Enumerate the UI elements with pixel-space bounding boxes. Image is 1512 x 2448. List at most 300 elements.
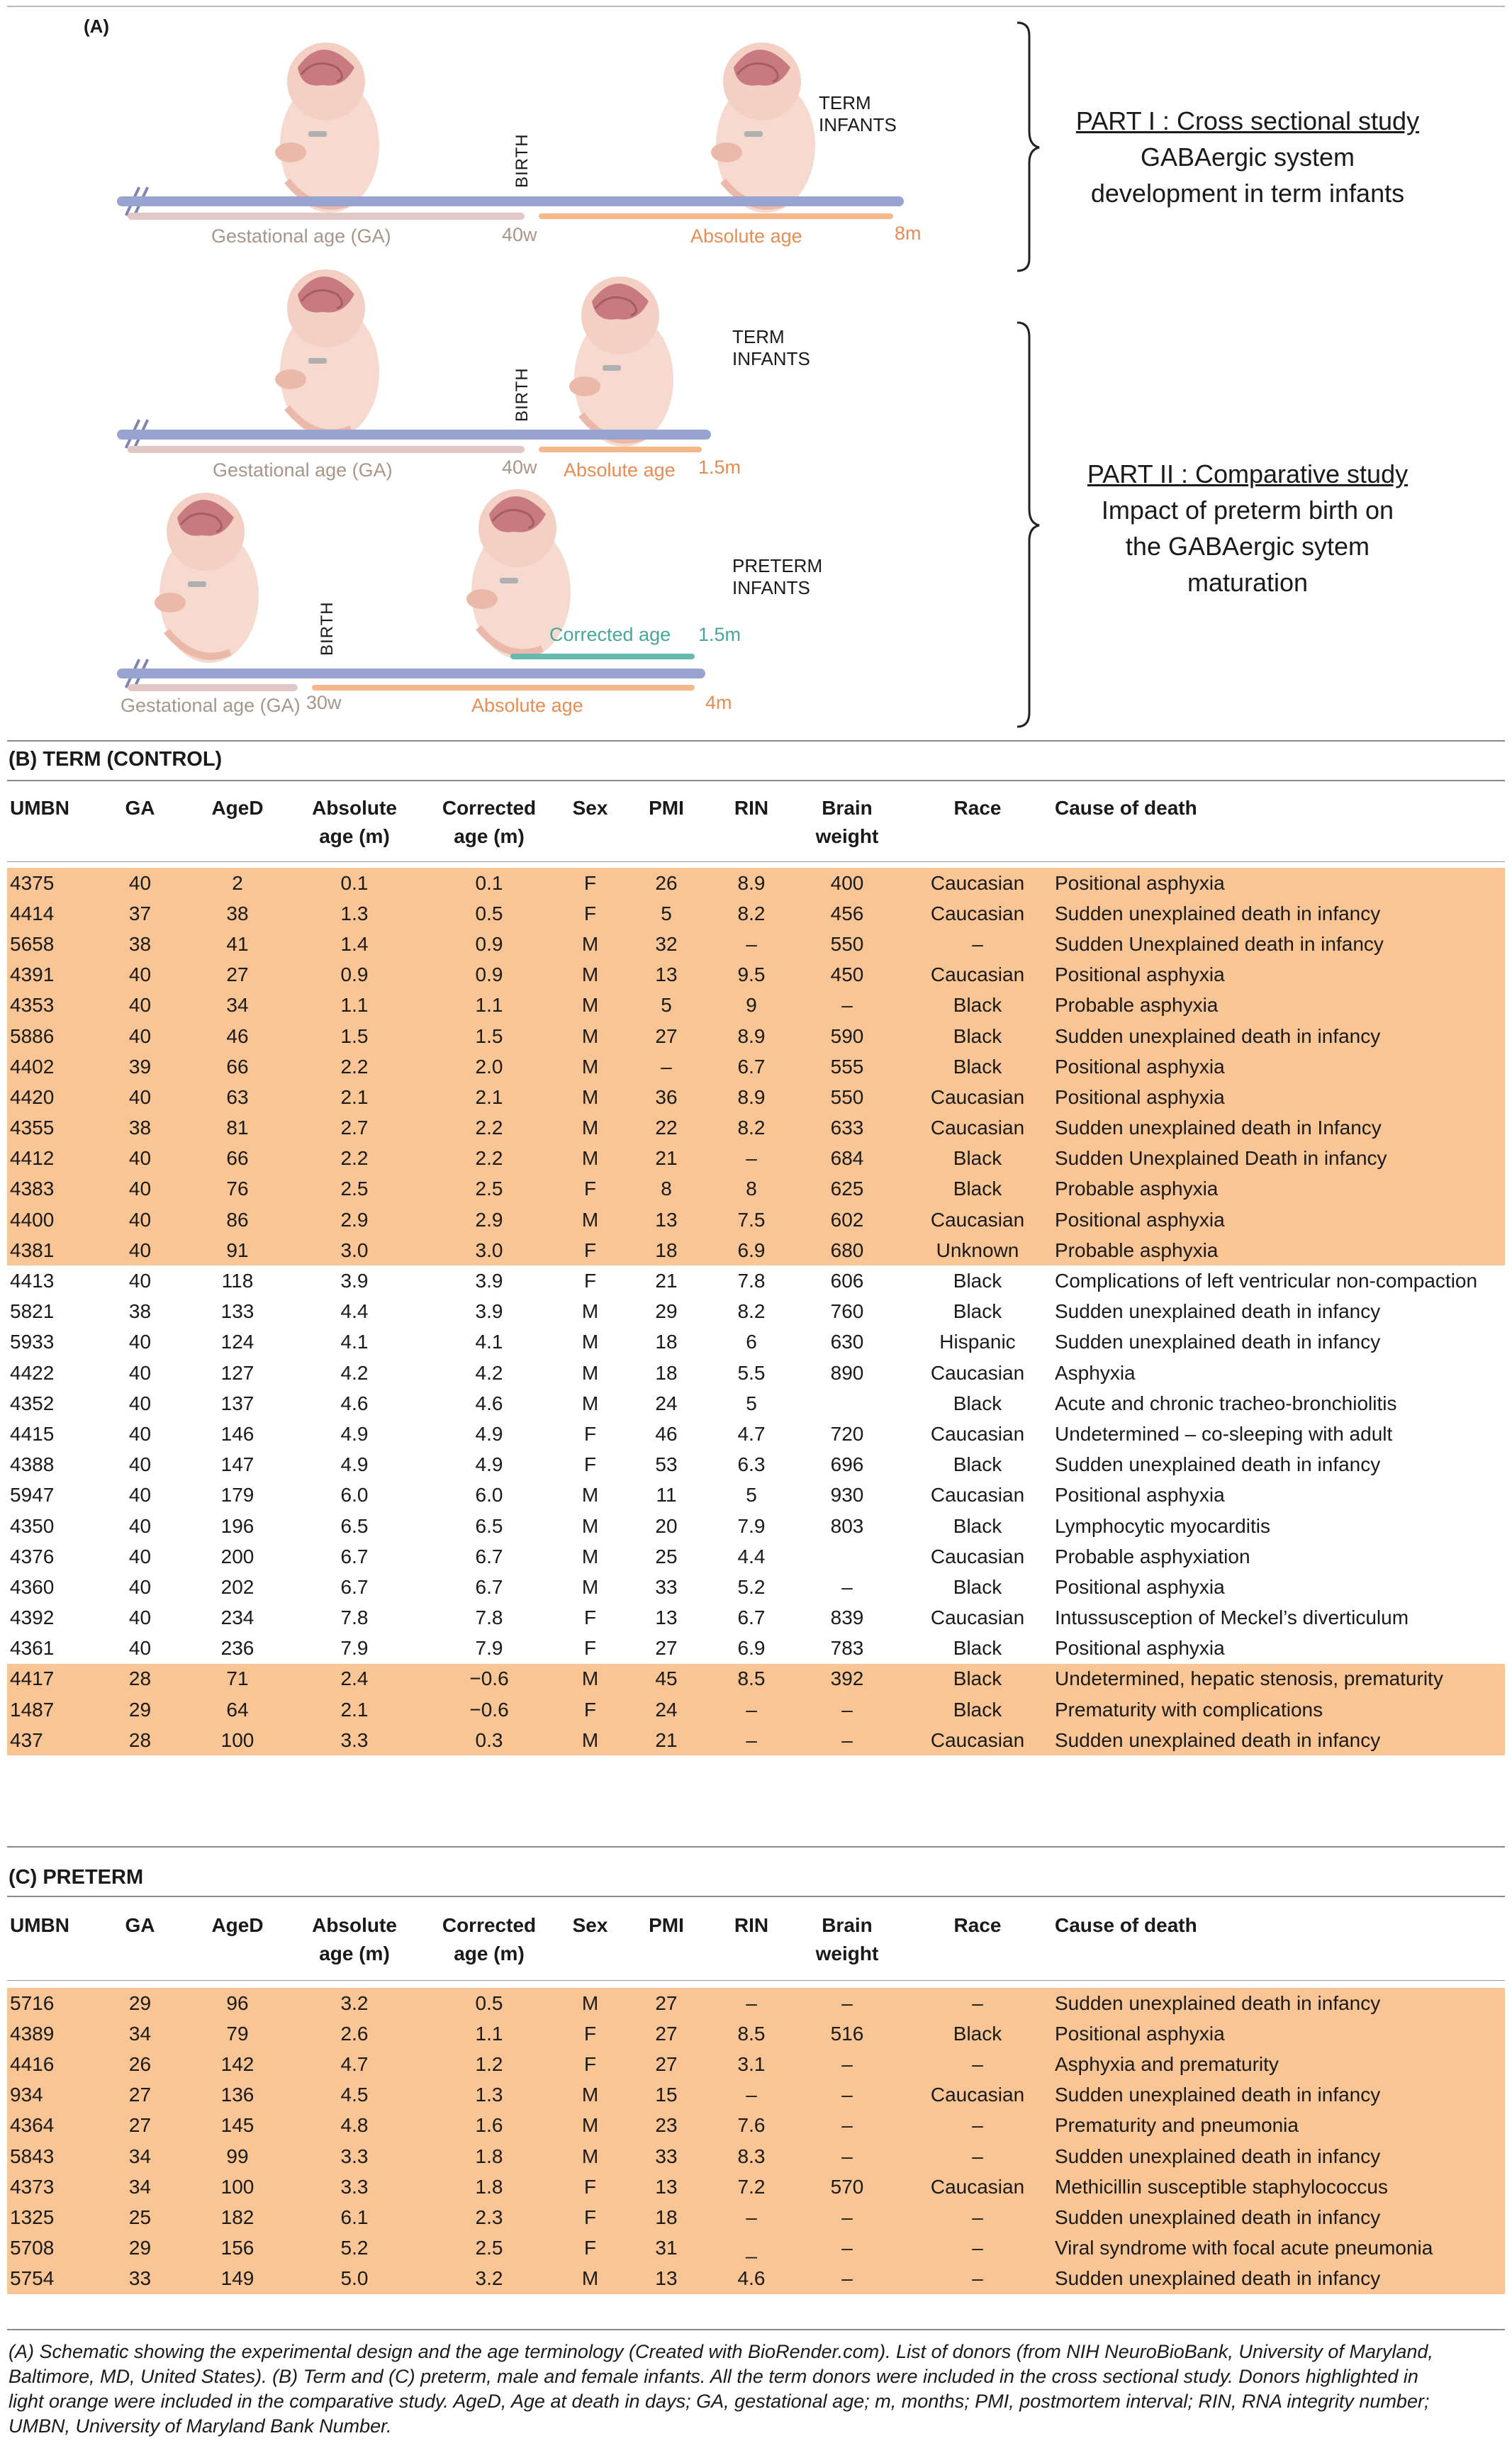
table-cell: Unknown — [900, 1235, 1055, 1265]
table-cell: 20 — [655, 1514, 678, 1537]
table-cell: 1.8 — [422, 2141, 556, 2172]
table-cell: 4416 — [7, 2049, 92, 2079]
table-cell: 202 — [220, 1575, 254, 1598]
table-cell: 4364 — [7, 2111, 92, 2141]
table-cell: 147 — [220, 1453, 254, 1476]
table-cell: Caucasian — [900, 1205, 1055, 1235]
table-c-rule-bottom — [7, 2329, 1505, 2330]
table-row — [7, 1265, 1505, 1296]
spacer-cell — [7, 1977, 1505, 1988]
table-cell: 570 — [794, 2172, 900, 2202]
table-cell: Positional asphyxia — [1055, 1051, 1505, 1082]
table-cell: 40 — [92, 1082, 188, 1112]
table-cell: M — [556, 1051, 624, 1082]
table-cell: 4361 — [10, 1637, 55, 1660]
table-cell: 79 — [188, 2018, 287, 2049]
table-cell: Black — [953, 1392, 1002, 1414]
table-cell: Positional asphyxia — [1055, 2018, 1505, 2049]
table-cell: 200 — [220, 1545, 254, 1567]
table-cell: −0.6 — [422, 1694, 556, 1725]
table-cell: 28 — [92, 1664, 188, 1694]
table-cell: Asphyxia and prematurity — [1055, 2049, 1505, 2079]
table-row — [7, 868, 1505, 898]
table-cell: – — [624, 1051, 709, 1082]
table-cell: 680 — [794, 1235, 900, 1265]
table-cell: 34 — [188, 990, 287, 1021]
table-cell: 4352 — [10, 1392, 55, 1414]
table-row — [7, 1174, 1505, 1205]
table-cell: – — [709, 2080, 794, 2111]
table-cell: Sudden unexplained death in infancy — [1055, 2264, 1505, 2294]
column-header — [287, 1911, 422, 1977]
table-cell: 40 — [128, 1514, 152, 1537]
table-cell: F — [556, 898, 624, 929]
table-cell: 11 — [656, 1484, 677, 1507]
column-header — [794, 1911, 900, 1977]
table-c-body — [7, 1977, 1505, 2294]
table-cell: 760 — [830, 1300, 864, 1323]
table-cell: M — [556, 1205, 624, 1235]
table-cell: 29 — [92, 1988, 188, 2018]
table-cell: M — [556, 2080, 624, 2111]
table-cell: Undetermined – co-sleeping with adult — [1055, 1422, 1393, 1445]
table-cell: F — [556, 1235, 624, 1265]
table-cell: Black — [953, 1637, 1002, 1660]
corrected-end-age: 1.5m — [698, 624, 741, 645]
part1-line2: GABAergic system — [1140, 142, 1355, 172]
term-label-line1: TERM — [732, 326, 785, 347]
table-cell: 4.7 — [737, 1422, 766, 1445]
table-cell: 4360 — [10, 1575, 55, 1598]
table-cell: Black — [953, 1514, 1002, 1537]
table-cell: 437 — [7, 1725, 92, 1755]
table-cell: 0.1 — [287, 868, 422, 898]
infant-illustration-1 — [711, 43, 815, 213]
column-header — [422, 794, 556, 859]
column-header — [7, 794, 92, 859]
table-cell: – — [794, 2141, 900, 2172]
table-cell: 133 — [220, 1300, 254, 1323]
table-cell: 40 — [128, 1270, 152, 1292]
table-cell: Sudden unexplained death in Infancy — [1055, 1113, 1505, 1144]
table-cell: Caucasian — [930, 1545, 1025, 1567]
table-cell: 40 — [92, 1174, 188, 1205]
table-cell: Sudden unexplained death in infancy — [1055, 2080, 1505, 2111]
table-row — [7, 1450, 1505, 1480]
table-cell: 38 — [92, 929, 188, 959]
section-b-rule-top — [7, 740, 1505, 742]
table-cell: 21 — [655, 1270, 678, 1292]
table-cell: – — [900, 2111, 1055, 2141]
table-cell: Caucasian — [900, 1082, 1055, 1112]
table-cell: 0.5 — [422, 898, 556, 929]
table-cell: 5.0 — [287, 2264, 422, 2294]
table-cell: 6.3 — [737, 1453, 766, 1476]
table-cell: Sudden unexplained death in infancy — [1055, 1453, 1381, 1476]
column-header — [624, 794, 709, 859]
table-cell: F — [556, 2202, 624, 2232]
caption-line-3: light orange were included in the comparative study. AgeD, Age at death in days; GA, gestational age; m, months; PMI, postmortem interval; RIN, RNA integrity number; — [9, 2391, 1430, 2412]
table-cell: 25 — [655, 1545, 678, 1567]
table-cell: 6.5 — [475, 1514, 503, 1537]
table-cell: 5658 — [7, 929, 92, 959]
table-row — [7, 1511, 1505, 1541]
table-cell: Lymphocytic myocarditis — [1055, 1514, 1270, 1537]
table-cell: 400 — [794, 868, 900, 898]
table-cell: 8.9 — [709, 868, 794, 898]
table-cell: 149 — [188, 2264, 287, 2294]
column-header — [900, 1911, 1055, 1977]
table-cell: Caucasian — [900, 2172, 1055, 2202]
term-label-line1: TERM — [819, 92, 871, 113]
table-row — [7, 2080, 1505, 2111]
table-cell: 602 — [794, 1205, 900, 1235]
table-cell: Sudden unexplained death in infancy — [1055, 1988, 1505, 2018]
column-header — [709, 1911, 794, 1977]
table-cell: 0.9 — [287, 960, 422, 990]
table-cell: Black — [953, 1575, 1002, 1598]
ga-label-1: Gestational age (GA) — [211, 225, 391, 247]
birth-label-3: BIRTH — [318, 601, 337, 656]
term-label-line2: INFANTS — [819, 114, 897, 135]
corrected-age-bar — [510, 654, 695, 659]
table-cell: 8.5 — [709, 1664, 794, 1694]
table-cell: Black — [900, 1174, 1055, 1205]
table-cell: 1.1 — [287, 990, 422, 1021]
table-cell: Caucasian — [900, 868, 1055, 898]
table-cell: 142 — [188, 2049, 287, 2079]
table-row — [7, 1603, 1505, 1633]
table-cell: 63 — [188, 1082, 287, 1112]
table-cell: 27 — [624, 2049, 709, 2079]
table-cell: 4350 — [10, 1514, 55, 1537]
table-cell: 4400 — [7, 1205, 92, 1235]
column-header — [794, 794, 900, 859]
table-cell: Caucasian — [900, 960, 1055, 990]
table-cell: 71 — [188, 1664, 287, 1694]
table-cell: – — [900, 2202, 1055, 2232]
table-row — [7, 898, 1505, 929]
table-cell: Black — [900, 2018, 1055, 2049]
table-cell: 4381 — [7, 1235, 92, 1265]
table-cell: 40 — [92, 868, 188, 898]
header-line: Corrected — [442, 797, 537, 819]
table-cell: 4.9 — [475, 1422, 503, 1445]
table-cell: M — [556, 2111, 624, 2141]
table-cell: 40 — [92, 1205, 188, 1235]
table-term — [7, 794, 1505, 1755]
table-cell: Caucasian — [930, 1361, 1025, 1384]
ga-bar-3 — [128, 684, 298, 691]
table-c-rule-header-bottom — [7, 1980, 1505, 1981]
table-cell: M — [556, 990, 624, 1021]
table-cell: – — [794, 2233, 900, 2264]
table-cell: 4.4 — [340, 1300, 369, 1323]
table-cell: 606 — [830, 1270, 864, 1292]
table-cell: 4391 — [7, 960, 92, 990]
table-cell: 4415 — [10, 1422, 55, 1445]
table-cell: F — [556, 868, 624, 898]
table-row — [7, 1388, 1505, 1419]
table-row — [7, 2172, 1505, 2202]
table-cell: – — [709, 1988, 794, 2018]
table-cell: 27 — [624, 2018, 709, 2049]
table-cell: Black — [900, 1694, 1055, 1725]
header-line: weight — [815, 1943, 879, 1964]
table-cell: 625 — [794, 1174, 900, 1205]
table-cell: 6 — [746, 1331, 757, 1353]
table-cell: 31 — [624, 2233, 709, 2264]
column-header — [556, 1911, 624, 1977]
ga-label-3: Gestational age (GA) — [121, 695, 301, 716]
table-cell: 2.2 — [422, 1113, 556, 1144]
part1-title: PART I : Cross sectional study — [1075, 106, 1420, 135]
table-cell: Sudden unexplained death in infancy — [1055, 898, 1505, 929]
table-cell: 5886 — [7, 1021, 92, 1051]
preterm-infants-label — [732, 555, 822, 599]
column-header — [188, 1911, 287, 1977]
table-cell: 1487 — [7, 1694, 92, 1725]
header-line: UMBN — [10, 1914, 69, 1936]
table-cell: _ — [709, 2233, 794, 2264]
table-cell: 6.7 — [340, 1575, 369, 1598]
table-cell: 3.0 — [422, 1235, 556, 1265]
table-cell: 26 — [624, 868, 709, 898]
table-cell: M — [556, 960, 624, 990]
table-cell: 456 — [794, 898, 900, 929]
table-cell: Positional asphyxia — [1055, 1637, 1225, 1660]
spacer-cell — [7, 859, 1505, 868]
table-cell: – — [900, 2141, 1055, 2172]
table-cell: 4388 — [10, 1453, 55, 1476]
table-cell: M — [556, 1113, 624, 1144]
column-header — [556, 794, 624, 859]
table-row — [7, 929, 1505, 959]
absolute-age-bar-3 — [312, 685, 695, 691]
part2-title-block — [1042, 456, 1453, 600]
table-cell: 9 — [709, 990, 794, 1021]
table-b-body — [7, 859, 1505, 1755]
table-cell: 5708 — [7, 2233, 92, 2264]
table-cell: 4353 — [7, 990, 92, 1021]
table-cell: Probable asphyxia — [1055, 990, 1505, 1021]
table-row — [7, 960, 1505, 990]
column-header — [1055, 794, 1505, 859]
ga-bar-2 — [128, 446, 525, 453]
table-c-rule-header-top — [7, 1896, 1505, 1897]
table-row — [7, 1327, 1505, 1358]
table-cell: 7.6 — [709, 2111, 794, 2141]
table-cell: 5 — [746, 1392, 757, 1414]
table-cell: 127 — [220, 1361, 254, 1384]
table-cell: 633 — [794, 1113, 900, 1144]
table-cell: 24 — [624, 1694, 709, 1725]
table-cell: 6.9 — [709, 1235, 794, 1265]
table-cell: 5754 — [7, 2264, 92, 2294]
table-cell: 40 — [128, 1575, 152, 1598]
table-cell: Black — [953, 1300, 1002, 1323]
table-cell: 8.2 — [709, 1113, 794, 1144]
table-cell: – — [900, 1988, 1055, 2018]
corrected-age-label: Corrected age — [549, 624, 671, 645]
table-cell: M — [556, 1144, 624, 1174]
table-cell: 40 — [128, 1545, 152, 1567]
table-cell: Sudden unexplained death in infancy — [1055, 2202, 1505, 2232]
table-cell: 890 — [830, 1361, 864, 1384]
caption-line-4: UMBN, University of Maryland Bank Number. — [9, 2415, 392, 2437]
table-cell: 7.9 — [475, 1637, 503, 1660]
table-cell: 4412 — [7, 1144, 92, 1174]
birth-age-1: 40w — [502, 224, 537, 245]
table-cell: M — [556, 1664, 624, 1694]
table-cell: 46 — [655, 1422, 678, 1445]
table-cell: 4414 — [7, 898, 92, 929]
table-cell: 2.2 — [287, 1051, 422, 1082]
table-row — [7, 1480, 1505, 1511]
table-row — [7, 1082, 1505, 1112]
table-cell: 2.2 — [287, 1144, 422, 1174]
table-cell: – — [709, 1694, 794, 1725]
table-cell: 137 — [220, 1392, 254, 1414]
table-cell: 33 — [624, 2141, 709, 2172]
header-line: AgeD — [211, 797, 264, 819]
table-cell: 6.5 — [340, 1514, 369, 1537]
absolute-age-bar-2 — [539, 447, 702, 452]
table-cell: 5 — [624, 990, 709, 1021]
table-cell: 2.6 — [287, 2018, 422, 2049]
table-cell: – — [794, 2111, 900, 2141]
table-cell: – — [794, 2264, 900, 2294]
table-cell: 179 — [220, 1484, 254, 1507]
table-cell: F — [556, 2018, 624, 2049]
table-cell: 4383 — [7, 1174, 92, 1205]
table-cell: 2.3 — [422, 2202, 556, 2232]
table-row — [7, 1205, 1505, 1235]
table-cell: 40 — [128, 1392, 152, 1414]
header-line: Sex — [572, 797, 608, 819]
table-cell: Sudden unexplained death in infancy — [1055, 1331, 1381, 1353]
table-cell: 4422 — [10, 1361, 55, 1384]
table-cell: 37 — [92, 898, 188, 929]
fetus-illustration-1 — [275, 43, 379, 213]
table-cell: Probable asphyxia — [1055, 1235, 1505, 1265]
header-line: age (m) — [319, 1943, 390, 1964]
table-row — [7, 1572, 1505, 1602]
table-cell: – — [900, 929, 1055, 959]
table-cell: 13 — [624, 960, 709, 990]
column-header — [188, 794, 287, 859]
part2-line2: Impact of preterm birth on — [1101, 496, 1394, 525]
table-cell: – — [900, 2264, 1055, 2294]
table-cell: 27 — [624, 1021, 709, 1051]
table-cell: 2.9 — [422, 1205, 556, 1235]
header-line: Absolute — [312, 797, 397, 819]
absolute-age-label-1: Absolute age — [690, 225, 802, 247]
table-cell: M — [556, 2264, 624, 2294]
table-row — [7, 1113, 1505, 1144]
table-cell: 4392 — [10, 1606, 55, 1629]
table-cell: 91 — [188, 1235, 287, 1265]
table-row — [7, 2111, 1505, 2141]
table-cell: 0.9 — [422, 960, 556, 990]
table-cell: 40 — [128, 1361, 152, 1384]
table-cell: 2.1 — [287, 1694, 422, 1725]
table-cell: 720 — [830, 1422, 864, 1445]
table-cell: – — [709, 1725, 794, 1755]
table-cell: 39 — [92, 1051, 188, 1082]
table-cell: 8.5 — [709, 2018, 794, 2049]
header-line: Corrected — [442, 1914, 537, 1936]
table-cell: 4420 — [7, 1082, 92, 1112]
table-cell: – — [794, 2080, 900, 2111]
table-cell: 99 — [188, 2141, 287, 2172]
table-cell: 5716 — [7, 1988, 92, 2018]
column-header — [422, 1911, 556, 1977]
term-infants-label-1 — [819, 92, 897, 136]
table-cell: – — [709, 929, 794, 959]
table-cell: 4.2 — [340, 1361, 369, 1384]
table-cell: Positional asphyxia — [1055, 868, 1505, 898]
table-cell: 46 — [188, 1021, 287, 1051]
table-cell — [794, 1388, 900, 1419]
header-line: AgeD — [211, 1914, 264, 1936]
table-cell: 8 — [709, 1174, 794, 1205]
table-cell: 27 — [188, 960, 287, 990]
table-cell: 40 — [92, 1021, 188, 1051]
table-cell: 5843 — [7, 2141, 92, 2172]
table-cell: 7.9 — [340, 1637, 369, 1660]
table-cell: 2.0 — [422, 1051, 556, 1082]
table-cell: 2.4 — [287, 1664, 422, 1694]
table-cell: 3.1 — [709, 2049, 794, 2079]
table-cell: 6.7 — [709, 1051, 794, 1082]
table-cell: Positional asphyxia — [1055, 1575, 1225, 1598]
table-cell: 28 — [92, 1725, 188, 1755]
table-spacer-row — [7, 1977, 1505, 1988]
table-cell: 13 — [624, 2264, 709, 2294]
table-cell: Caucasian — [900, 898, 1055, 929]
table-cell: 4413 — [10, 1270, 55, 1292]
table-cell: 1.1 — [422, 2018, 556, 2049]
table-cell: 27 — [92, 2111, 188, 2141]
table-cell: Black — [900, 1664, 1055, 1694]
table-cell: 26 — [92, 2049, 188, 2079]
table-cell: 590 — [794, 1021, 900, 1051]
table-row — [7, 1297, 1505, 1327]
table-cell: 1.3 — [287, 898, 422, 929]
table-cell: 40 — [128, 1637, 152, 1660]
table-row — [7, 1541, 1505, 1572]
table-cell: 18 — [655, 1331, 678, 1353]
ga-label-2: Gestational age (GA) — [213, 459, 393, 481]
table-cell: 3.0 — [287, 1235, 422, 1265]
panel-a-label: (A) — [84, 16, 110, 37]
header-line: PMI — [649, 1914, 684, 1936]
table-row — [7, 1988, 1505, 2018]
table-cell: 13 — [624, 2172, 709, 2202]
table-cell: 100 — [188, 2172, 287, 2202]
table-cell: 6.1 — [287, 2202, 422, 2232]
end-age-3: 4m — [705, 692, 732, 713]
table-cell: 4417 — [7, 1664, 92, 1694]
table-cell: M — [581, 1392, 599, 1414]
table-cell: 4.9 — [340, 1422, 369, 1445]
table-cell: M — [556, 929, 624, 959]
table-cell: – — [709, 2202, 794, 2232]
table-cell: 3.9 — [475, 1300, 503, 1323]
table-cell: 33 — [655, 1575, 678, 1598]
caption-line-2: Baltimore, MD, United States). (B) Term and (C) preterm, male and female infants. All the term donors were included in the cross sectional study. Donors highlighted in — [9, 2366, 1418, 2387]
